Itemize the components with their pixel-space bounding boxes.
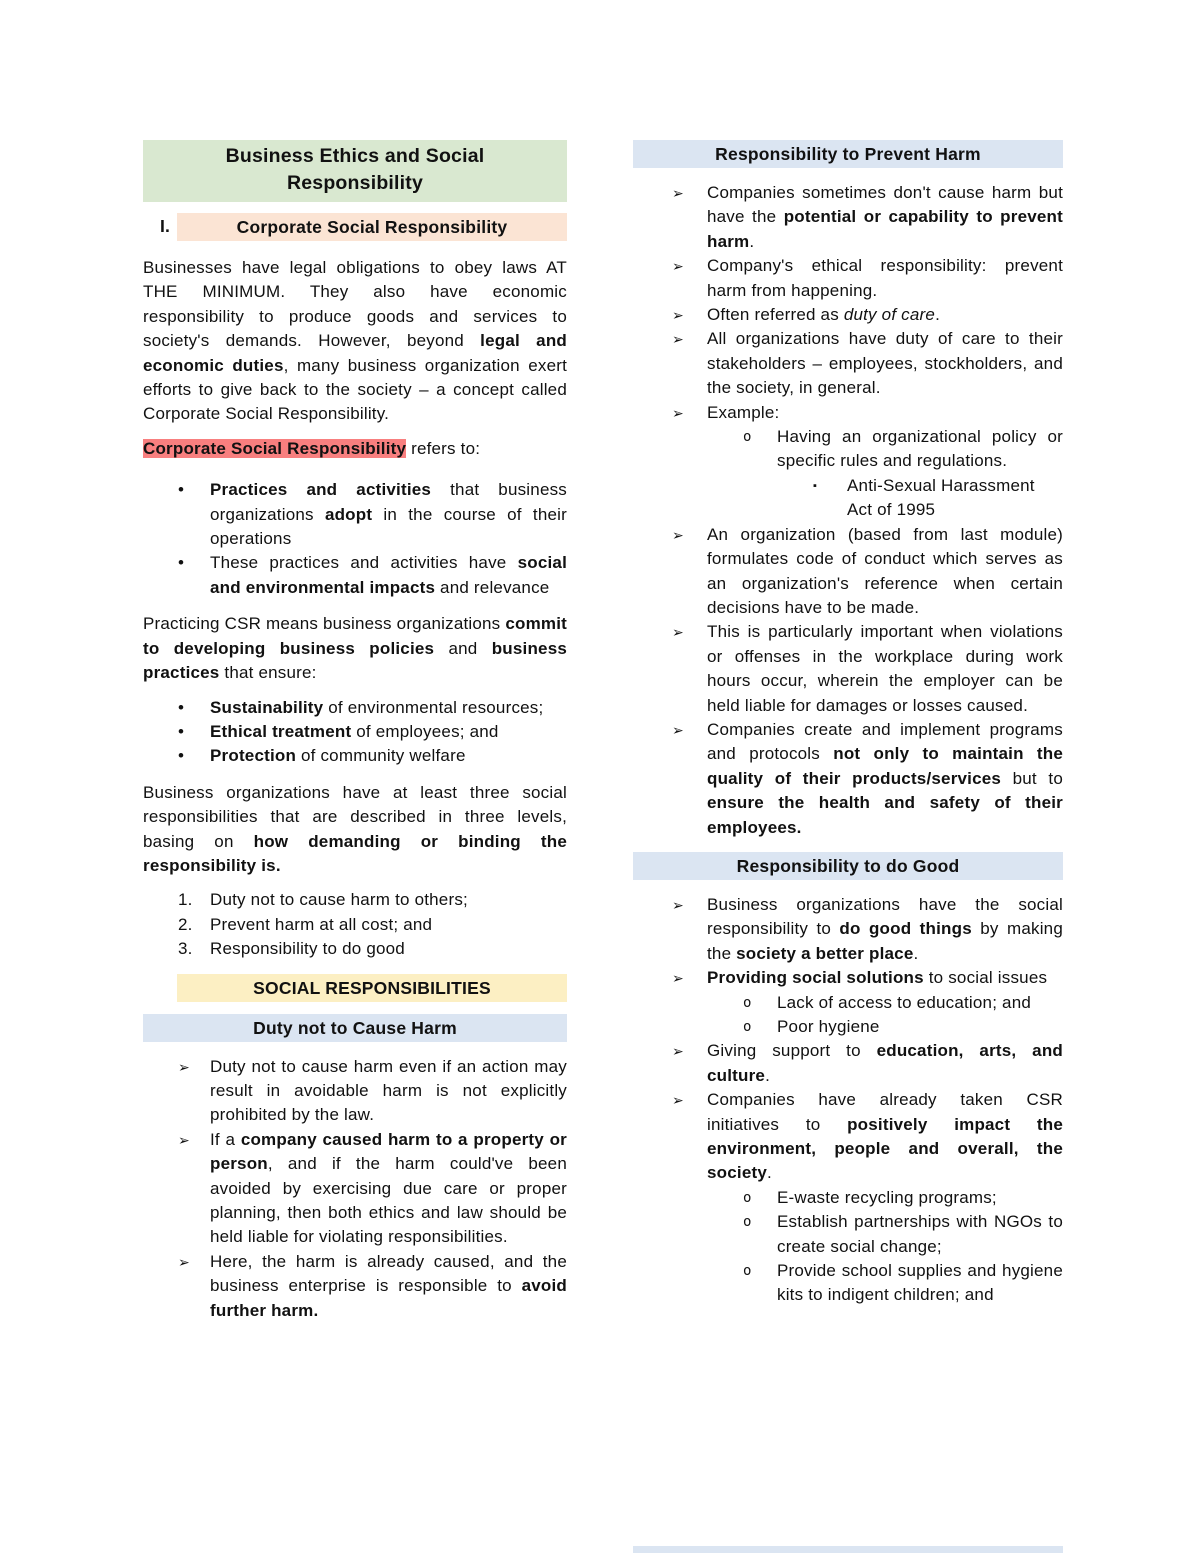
list-item-text [707, 401, 1063, 425]
list-item-text [707, 893, 1063, 966]
next-section-header-cutoff [633, 1546, 1063, 1553]
left-column [143, 140, 567, 1335]
list-item-text [707, 327, 1063, 400]
arrow-marker: ➢ [178, 1058, 190, 1075]
document-title: Business Ethics and Social Responsibility [143, 140, 567, 202]
csr-refers-line [143, 437, 567, 461]
list-item-text [777, 1015, 1063, 1039]
text-run: of employees; and [351, 721, 499, 741]
text-run: education, arts, and culture [707, 1041, 1063, 1085]
list-item [633, 181, 1063, 254]
list-item-text [707, 523, 1063, 621]
header-prevent-harm: Responsibility to Prevent Harm [633, 140, 1063, 168]
list-item [633, 1186, 1063, 1210]
csr-definition-list [143, 478, 567, 600]
number-marker: 3. [178, 939, 193, 959]
text-run: Giving support to [707, 1041, 877, 1061]
text-run: Example: [707, 402, 780, 422]
paragraph-practicing-csr [143, 612, 567, 685]
text-run: Corporate Social Responsibility [143, 438, 407, 458]
list-item [143, 744, 567, 768]
section-heading-csr [143, 213, 567, 241]
text-run: of community welfare [296, 746, 466, 766]
bullet-marker: • [178, 697, 185, 717]
text-run: not only to maintain the quality of their products/services [707, 744, 1064, 788]
list-item [633, 327, 1063, 400]
list-item-text [210, 888, 567, 912]
header-social-responsibilities: SOCIAL RESPONSIBILITIES [177, 974, 567, 1002]
arrow-marker: ➢ [178, 1253, 190, 1270]
arrow-marker: ➢ [672, 331, 684, 348]
list-item-text [707, 1088, 1063, 1186]
list-item-text [777, 1186, 1063, 1210]
list-item [143, 937, 567, 961]
text-run: These practices and activities have [210, 553, 518, 573]
bullet-marker: • [178, 721, 185, 741]
arrow-marker: ➢ [672, 896, 684, 913]
text-run: Ethical treatment [210, 721, 352, 741]
list-item-text [210, 696, 567, 720]
text-run: social and environmental impacts [210, 553, 567, 597]
text-run: . [767, 1163, 772, 1183]
list-item [633, 303, 1063, 327]
list-item-text [707, 181, 1063, 254]
list-item-text [210, 1128, 567, 1250]
text-run: Practicing CSR means business organizations [143, 614, 506, 634]
list-item [143, 696, 567, 720]
list-item [633, 718, 1063, 840]
text-run: of environmental resources; [323, 697, 544, 717]
text-run: . [913, 943, 919, 963]
number-marker: 1. [178, 890, 193, 910]
text-run: positively impact the environment, people and overall, the society [707, 1114, 1063, 1183]
text-run: Businesses have legal obligations to obey laws AT THE MINIMUM. They also have economic responsibility to produce goods and services to society's demands. However, beyond [143, 258, 567, 351]
list-item [143, 913, 567, 937]
list-item [143, 478, 567, 551]
bullet-marker: • [178, 746, 185, 766]
arrow-marker: ➢ [672, 307, 684, 324]
text-run: Companies have already taken CSR initiatives to [707, 1090, 1063, 1134]
heading-numeral: I. [160, 216, 171, 236]
list-item [633, 1088, 1063, 1186]
list-item-text [210, 1055, 567, 1128]
arrow-marker: ➢ [672, 404, 684, 421]
text-run: society a better place [736, 943, 914, 963]
text-run: . [935, 305, 940, 325]
list-item-text [707, 620, 1063, 718]
text-run: avoid further harm. [210, 1276, 567, 1320]
csr-ensure-list [143, 696, 567, 769]
circle-marker: o [743, 429, 752, 446]
list-item [143, 1250, 567, 1323]
text-run: Duty not to cause harm to others; [210, 890, 468, 910]
list-item-text [707, 303, 1063, 327]
text-run: Providing social solutions [707, 968, 924, 988]
list-item [143, 720, 567, 744]
number-marker: 2. [178, 914, 193, 934]
arrow-marker: ➢ [672, 721, 684, 738]
circle-marker: o [743, 994, 752, 1011]
list-item-text [777, 1259, 1063, 1308]
arrow-marker: ➢ [178, 1131, 190, 1148]
text-run: An organization (based from last module) formulates code of conduct which serves as an organization's reference when certain decisions have to be made. [707, 524, 1063, 617]
list-item [143, 1055, 567, 1128]
text-run: ensure the health and safety of their employees. [707, 793, 1063, 837]
text-run: This is particularly important when violations or offenses in the workplace during work hours occur, wherein the employer can be held liable for damages or losses caused. [707, 622, 1063, 715]
list-item-text [777, 991, 1063, 1015]
arrow-marker: ➢ [672, 185, 684, 201]
text-run: potential or capability to prevent harm [707, 207, 1063, 251]
list-item [633, 893, 1063, 966]
list-item [633, 1039, 1063, 1088]
text-run: adopt [324, 504, 373, 524]
text-run: Here, the harm is already caused, and the business enterprise is responsible to [210, 1251, 567, 1296]
text-run: Protection [210, 746, 297, 766]
text-run: All organizations have duty of care to their stakeholders – employees, stockholders, and the society, in general. [707, 329, 1063, 398]
text-run: E-waste recycling programs; [777, 1187, 997, 1207]
text-run: company caused harm to a property or person [210, 1129, 567, 1174]
list-item [633, 523, 1063, 621]
text-run: Companies create and implement programs and protocols [707, 719, 1063, 764]
list-item [633, 991, 1063, 1015]
text-run: Responsibility to do good [210, 939, 405, 959]
text-run: Sustainability [210, 697, 324, 717]
text-run: business practices [143, 638, 567, 683]
list-item-text [210, 1250, 567, 1323]
text-run: If a [210, 1129, 241, 1149]
text-run: by making the [707, 919, 1063, 963]
list-item-text [210, 937, 567, 961]
list-item-text [210, 551, 567, 600]
text-run: Poor hygiene [777, 1017, 880, 1036]
circle-marker: o [743, 1263, 752, 1280]
list-item-text [847, 474, 1063, 523]
text-run: Lack of access to education; and [777, 992, 1032, 1012]
list-item [633, 474, 1063, 523]
arrow-marker: ➢ [672, 258, 684, 275]
text-run: commit to developing business policies [143, 614, 567, 658]
paragraph-three-levels [143, 781, 567, 879]
text-run: Having an organizational policy or specific rules and regulations. [777, 427, 1063, 471]
text-run: Duty not to cause harm even if an action may result in avoidable harm is not explicitly prohibited by the law. [210, 1056, 567, 1125]
right-column [633, 140, 1063, 1320]
list-item [143, 1128, 567, 1250]
list-item-text [210, 720, 567, 744]
bullet-marker: • [178, 480, 185, 500]
text-run: Anti-Sexual Harassment Act of 1995 [847, 475, 1035, 520]
paragraph-intro [143, 256, 567, 427]
text-run: Business organizations have at least three social responsibilities that are described in three levels, basing on [143, 782, 567, 851]
list-item [633, 1015, 1063, 1039]
list-item [633, 1210, 1063, 1259]
arrow-marker: ➢ [672, 970, 684, 987]
text-run: refers to: [406, 438, 481, 458]
header-duty-not-cause-harm: Duty not to Cause Harm [143, 1014, 567, 1042]
list-item-text [777, 425, 1063, 474]
list-item-text [210, 913, 567, 937]
text-run: and [434, 638, 492, 658]
list-item-text [210, 478, 567, 551]
text-run: , many business organization exert efforts to give back to the society – a concept called Corporate Social Responsibility. [143, 355, 568, 424]
circle-marker: o [743, 1019, 752, 1035]
duty-not-cause-harm-list [143, 1055, 567, 1323]
text-run: Company's ethical responsibility: prevent harm from happening. [707, 256, 1063, 300]
list-item-text [210, 744, 567, 768]
text-run: but to [1001, 768, 1063, 788]
list-item [633, 620, 1063, 718]
arrow-marker: ➢ [672, 1092, 684, 1109]
text-run: . [749, 231, 755, 251]
list-item [143, 551, 567, 600]
list-item-text [707, 718, 1063, 840]
text-run: , and if the harm could've been avoided by exercising due care or proper planning, then both ethics and law should be held liable for violating responsibilities. [210, 1154, 567, 1247]
text-run: Companies sometimes don't cause harm but have the [707, 183, 1063, 227]
arrow-marker: ➢ [672, 624, 684, 641]
prevent-harm-list [633, 181, 1063, 840]
header-do-good: Responsibility to do Good [633, 852, 1063, 880]
arrow-marker: ➢ [672, 526, 684, 543]
text-run: Provide school supplies and hygiene kits to indigent children; and [777, 1261, 1063, 1305]
circle-marker: o [743, 1189, 752, 1206]
text-run: and relevance [435, 577, 550, 597]
text-run: duty of care [843, 305, 936, 325]
list-item [143, 888, 567, 912]
list-item [633, 401, 1063, 425]
circle-marker: o [743, 1214, 752, 1231]
do-good-list [633, 893, 1063, 1308]
bullet-marker: • [178, 553, 185, 573]
list-item-text [707, 254, 1063, 303]
text-run: that ensure: [219, 663, 317, 683]
text-run: Often referred as [707, 305, 844, 325]
text-run: that business organizations [210, 480, 567, 524]
square-marker: ▪ [813, 479, 818, 492]
heading-text: Corporate Social Responsibility [177, 213, 567, 241]
text-run: Prevent harm at all cost; and [210, 914, 433, 934]
responsibility-levels-list [143, 888, 567, 961]
list-item [633, 1259, 1063, 1308]
text-run: to social issues [923, 968, 1048, 988]
text-run: in the course of their operations [210, 504, 567, 549]
text-run: legal and economic duties [143, 331, 567, 375]
list-item [633, 254, 1063, 303]
arrow-marker: ➢ [672, 1043, 684, 1060]
text-run: Practices and activities [210, 480, 432, 500]
list-item [633, 425, 1063, 474]
list-item-text [707, 966, 1063, 990]
list-item-text [777, 1210, 1063, 1259]
text-run: Establish partnerships with NGOs to create social change; [777, 1212, 1063, 1256]
list-item-text [707, 1039, 1063, 1088]
text-run: how demanding or binding the responsibility is. [143, 831, 567, 875]
text-run: do good things [839, 919, 972, 939]
text-run: Business organizations have the social responsibility to [707, 894, 1063, 939]
text-run: . [765, 1065, 771, 1085]
list-item [633, 966, 1063, 990]
